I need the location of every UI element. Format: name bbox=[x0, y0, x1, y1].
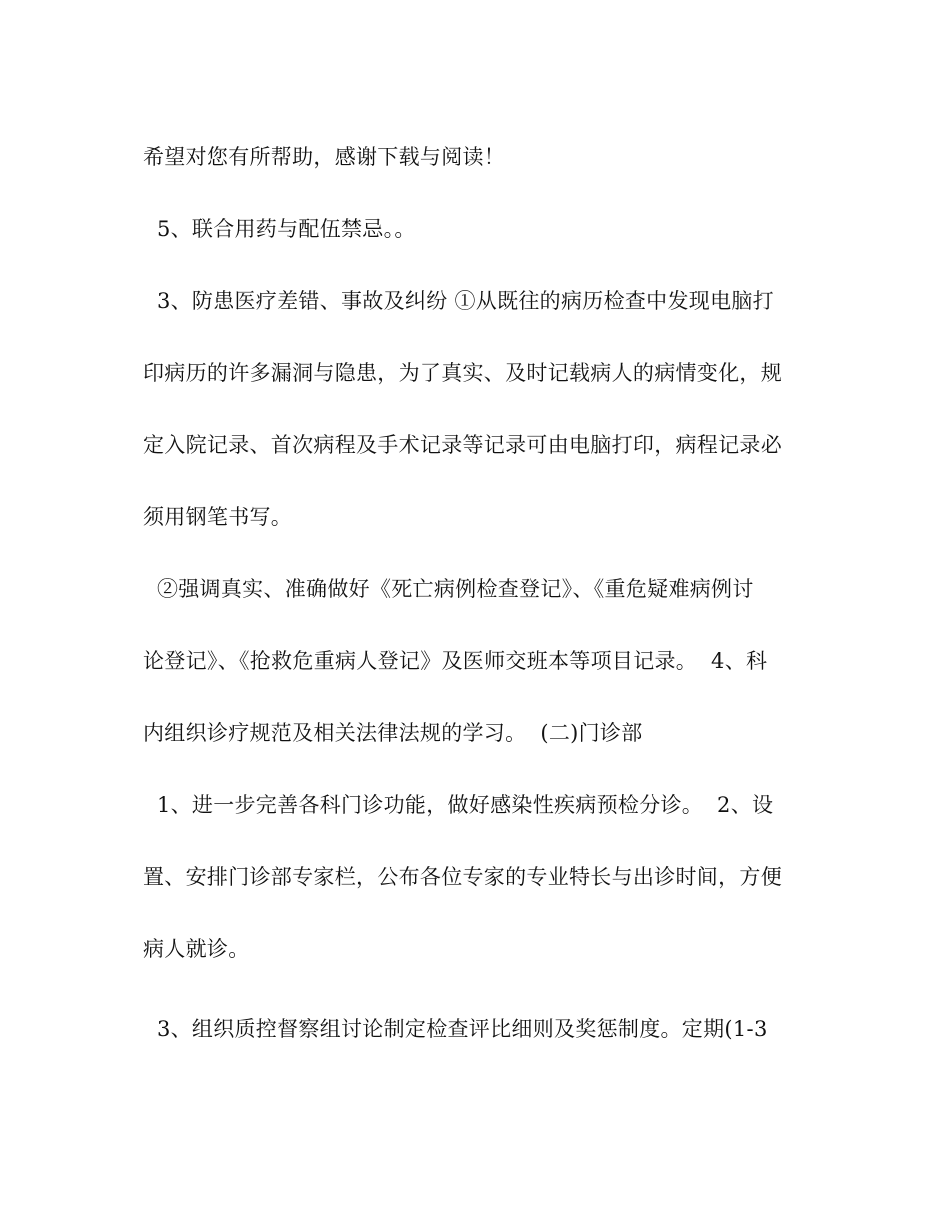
text-line: 置、安排门诊部专家栏，公布各位专家的专业特长与出诊时间，方便 bbox=[143, 865, 782, 889]
text-line: ②强调真实、准确做好《死亡病例检查登记》、《重危疑难病例讨 bbox=[143, 577, 754, 601]
text-line: 印病历的许多漏洞与隐患，为了真实、及时记载病人的病情变化，规 bbox=[143, 361, 782, 385]
text-line: 1、进一步完善各科门诊功能，做好感染性疾病预检分诊。 2、设 bbox=[143, 793, 774, 817]
text-line: 希望对您有所帮助，感谢下载与阅读！ bbox=[143, 145, 506, 169]
text-line: 3、防患医疗差错、事故及纠纷 ①从既往的病历检查中发现电脑打 bbox=[143, 289, 774, 313]
text-line: 病人就诊。 bbox=[143, 937, 250, 961]
text-line: 3、组织质控督察组讨论制定检查评比细则及奖惩制度。定期(1-3 bbox=[143, 1017, 768, 1041]
text-line: 须用钢笔书写。 bbox=[143, 505, 293, 529]
text-line: 内组织诊疗规范及相关法律法规的学习。 (二)门诊部 bbox=[143, 721, 643, 745]
text-line: 定入院记录、首次病程及手术记录等记录可由电脑打印，病程记录必 bbox=[143, 433, 782, 457]
text-line: 5、联合用药与配伍禁忌。。 bbox=[143, 217, 416, 241]
text-line: 论登记》、《抢救危重病人登记》及医师交班本等项目记录。 4、科 bbox=[143, 649, 768, 673]
